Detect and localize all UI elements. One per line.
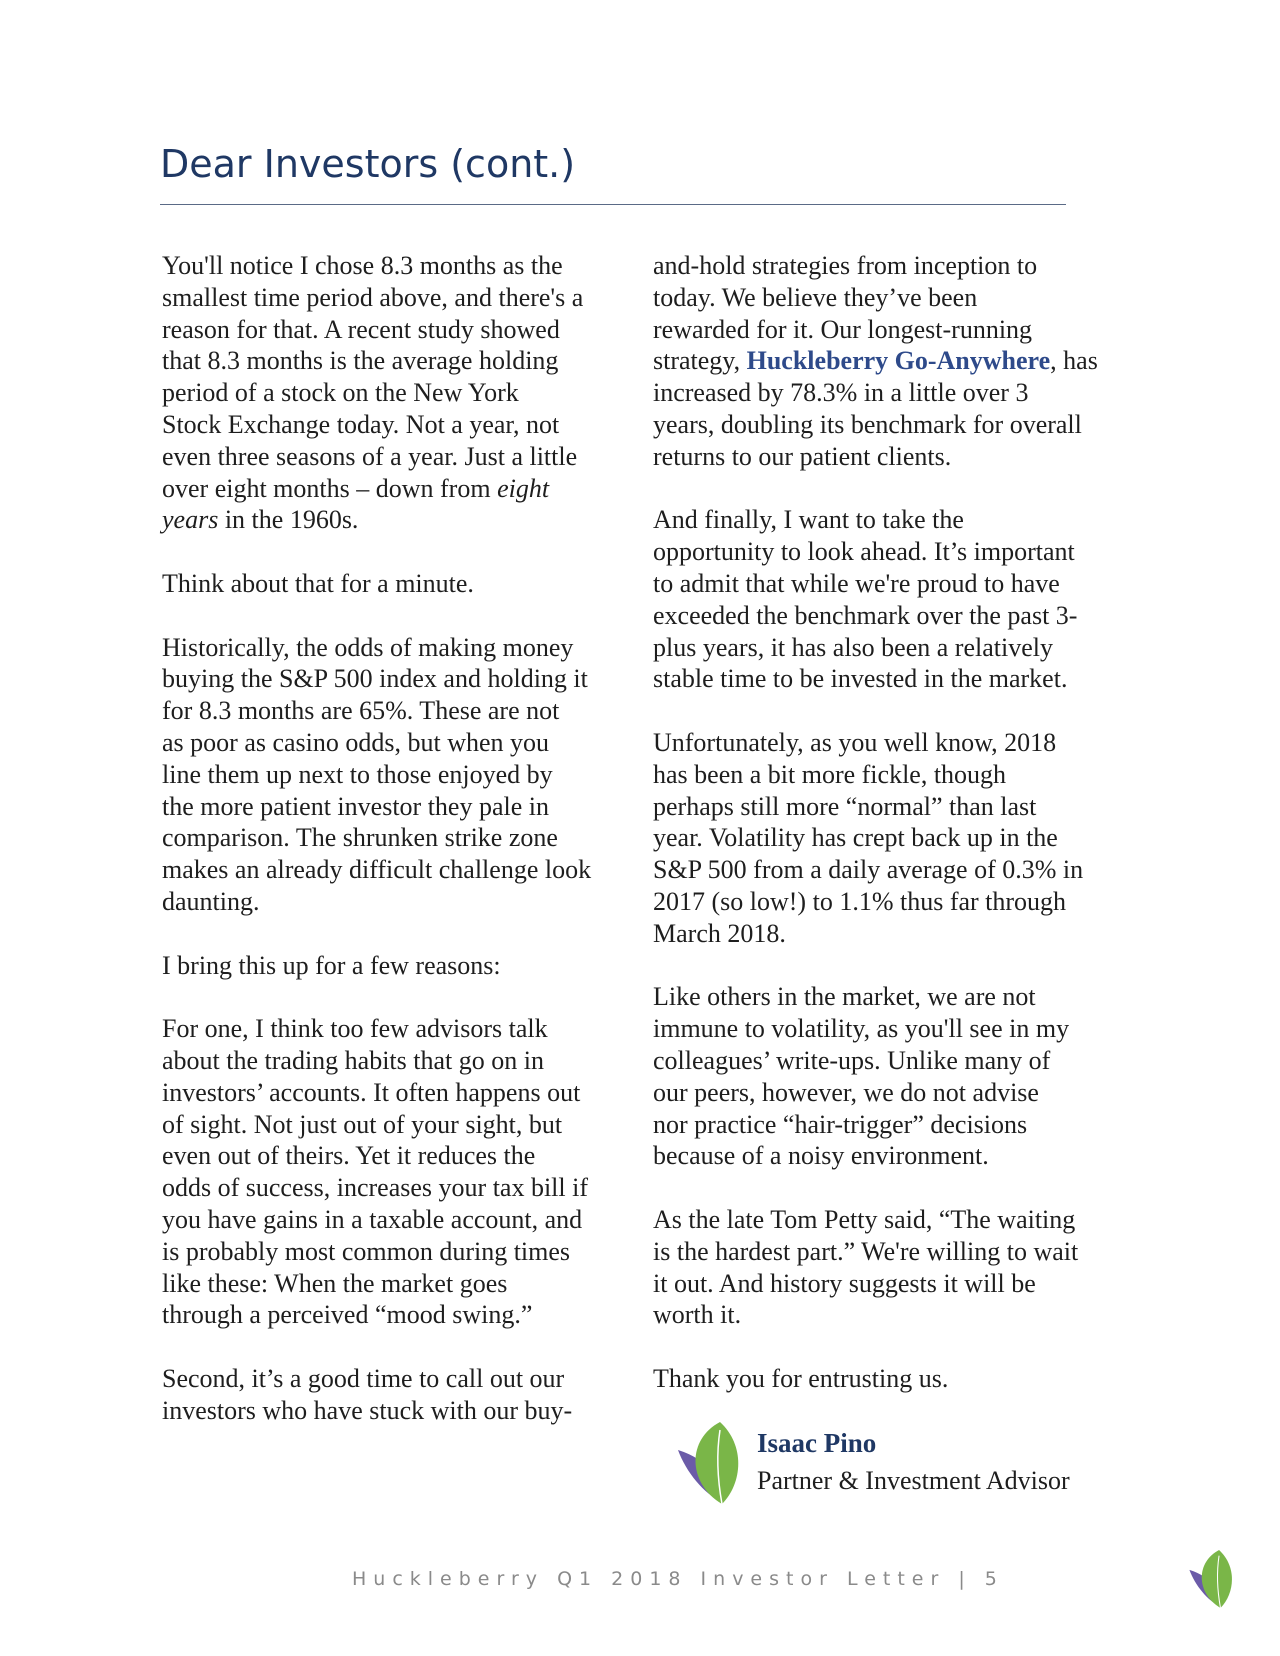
text-line: makes an already difficult challenge look (162, 855, 592, 885)
text-line: returns to our patient clients. (653, 441, 952, 471)
text-line: reason for that. A recent study showed (162, 314, 560, 344)
text-line: of sight. Not just out of your sight, but (162, 1109, 563, 1139)
text-line: plus years, it has also been a relatively (653, 632, 1053, 662)
text-line: has been a bit more fickle, though (653, 759, 1007, 789)
text-line: buying the S&P 500 index and holding it (162, 664, 588, 694)
paragraph-thank-you (653, 1363, 1133, 1395)
text-line: about the trading habits that go on in (162, 1045, 544, 1075)
text-line (653, 345, 1133, 377)
text-line (162, 473, 642, 505)
text-line: today. We believe they’ve been (653, 282, 978, 312)
paragraph-volatility (653, 727, 1133, 950)
text-line: is probably most common during times (162, 1236, 571, 1266)
text-line: it out. And history suggests it will be (653, 1268, 1036, 1298)
text-line: that 8.3 months is the average holding (162, 346, 559, 376)
text-line: and-hold strategies from inception to (653, 251, 1038, 280)
paragraph-buy-and-hold (653, 250, 1133, 473)
signature-title: Partner & Investment Advisor (757, 1466, 1070, 1495)
text-line: because of a noisy environment. (653, 1141, 989, 1171)
paragraph-trading-habits (162, 1013, 642, 1331)
text-line: our peers, however, we do not advise (653, 1077, 1039, 1107)
text-line: Thank you for entrusting us. (653, 1363, 949, 1393)
text-line: is the hardest part.” We're willing to wait (653, 1236, 1079, 1266)
text-line: Think about that for a minute. (162, 568, 474, 598)
strategy-link-go-anywhere[interactable]: Huckleberry Go-Anywhere (746, 346, 1051, 376)
paragraph-second (162, 1363, 642, 1427)
text-line: stable time to be invested in the market. (653, 664, 1068, 694)
text-line: March 2018. (653, 918, 786, 948)
text-line: even three seasons of a year. Just a little (162, 441, 578, 471)
text-line: As the late Tom Petty said, “The waiting (653, 1204, 1076, 1234)
paragraph-odds (162, 632, 642, 918)
text-line: as poor as casino odds, but when you (162, 727, 550, 757)
text-line: S&P 500 from a daily average of 0.3% in (653, 855, 1084, 885)
text-line: For one, I think too few advisors talk (162, 1014, 548, 1044)
page-title: Dear Investors (cont.) (160, 142, 576, 186)
text-line: Historically, the odds of making money (162, 632, 574, 662)
text-line: period of a stock on the New York (162, 378, 519, 408)
text-segment: , has (1050, 346, 1098, 376)
left-column (162, 250, 642, 1458)
text-line: 2017 (so low!) to 1.1% thus far through (653, 886, 1067, 916)
text-line: I bring this up for a few reasons: (162, 950, 501, 980)
text-line: investors who have stuck with our buy- (162, 1395, 573, 1425)
text-line: comparison. The shrunken strike zone (162, 823, 558, 853)
text-line: rewarded for it. Our longest-running (653, 314, 1033, 344)
paragraph-tom-petty (653, 1204, 1133, 1331)
text-line: years, doubling its benchmark for overall (653, 409, 1082, 439)
text-line: Stock Exchange today. Not a year, not (162, 409, 560, 439)
text-line: exceeded the benchmark over the past 3- (653, 600, 1078, 630)
text-line: investors’ accounts. It often happens out (162, 1077, 581, 1107)
emphasis-text: eight (497, 473, 550, 503)
footer-leaf-logo-icon (1188, 1548, 1236, 1610)
text-line: line them up next to those enjoyed by (162, 759, 553, 789)
text-line (162, 504, 642, 536)
text-line: to admit that while we're proud to have (653, 568, 1060, 598)
title-divider (160, 204, 1066, 205)
text-line: nor practice “hair-trigger” decisions (653, 1109, 1028, 1139)
page-number: 5 (984, 1568, 1004, 1590)
text-line: And finally, I want to take the (653, 505, 964, 535)
text-segment: strategy, (653, 346, 747, 376)
text-line: odds of success, increases your tax bill if (162, 1173, 589, 1203)
text-line: perhaps still more “normal” than last (653, 791, 1037, 821)
text-segment: in the 1960s. (218, 505, 359, 535)
right-column (653, 250, 1133, 1426)
footer-text: Huckleberry Q1 2018 Investor Letter (352, 1568, 946, 1590)
paragraph-holding-period (162, 250, 642, 536)
paragraph-immune (653, 981, 1133, 1172)
text-segment: over eight months – down from (162, 473, 498, 503)
paragraph-reasons (162, 950, 642, 982)
text-line: through a perceived “mood swing.” (162, 1300, 533, 1330)
text-line: like these: When the market goes (162, 1268, 508, 1298)
signature-name: Isaac Pino (757, 1428, 877, 1458)
text-line: for 8.3 months are 65%. These are not (162, 696, 560, 726)
text-line: Like others in the market, we are not (653, 982, 1036, 1012)
text-line: worth it. (653, 1300, 742, 1330)
text-line: even out of theirs. Yet it reduces the (162, 1141, 536, 1171)
text-line: colleagues’ write-ups. Unlike many of (653, 1045, 1051, 1075)
footer-separator: | (958, 1568, 972, 1590)
text-line: increased by 78.3% in a little over 3 (653, 378, 1029, 408)
text-line: You'll notice I chose 8.3 months as the (162, 251, 563, 280)
text-line: Second, it’s a good time to call out our (162, 1363, 565, 1393)
text-line: you have gains in a taxable account, and (162, 1204, 583, 1234)
huckleberry-leaf-logo-icon (676, 1420, 744, 1506)
emphasis-text: years (162, 505, 219, 535)
text-line: Unfortunately, as you well know, 2018 (653, 727, 1057, 757)
paragraph-think (162, 568, 642, 600)
text-line: smallest time period above, and there's a (162, 282, 584, 312)
text-line: opportunity to look ahead. It’s important (653, 537, 1075, 567)
text-line: immune to volatility, as you'll see in my (653, 1014, 1070, 1044)
text-line: year. Volatility has crept back up in the (653, 823, 1058, 853)
paragraph-look-ahead (653, 504, 1133, 695)
text-line: the more patient investor they pale in (162, 791, 549, 821)
page-footer (352, 1568, 1004, 1590)
text-line: daunting. (162, 886, 260, 916)
